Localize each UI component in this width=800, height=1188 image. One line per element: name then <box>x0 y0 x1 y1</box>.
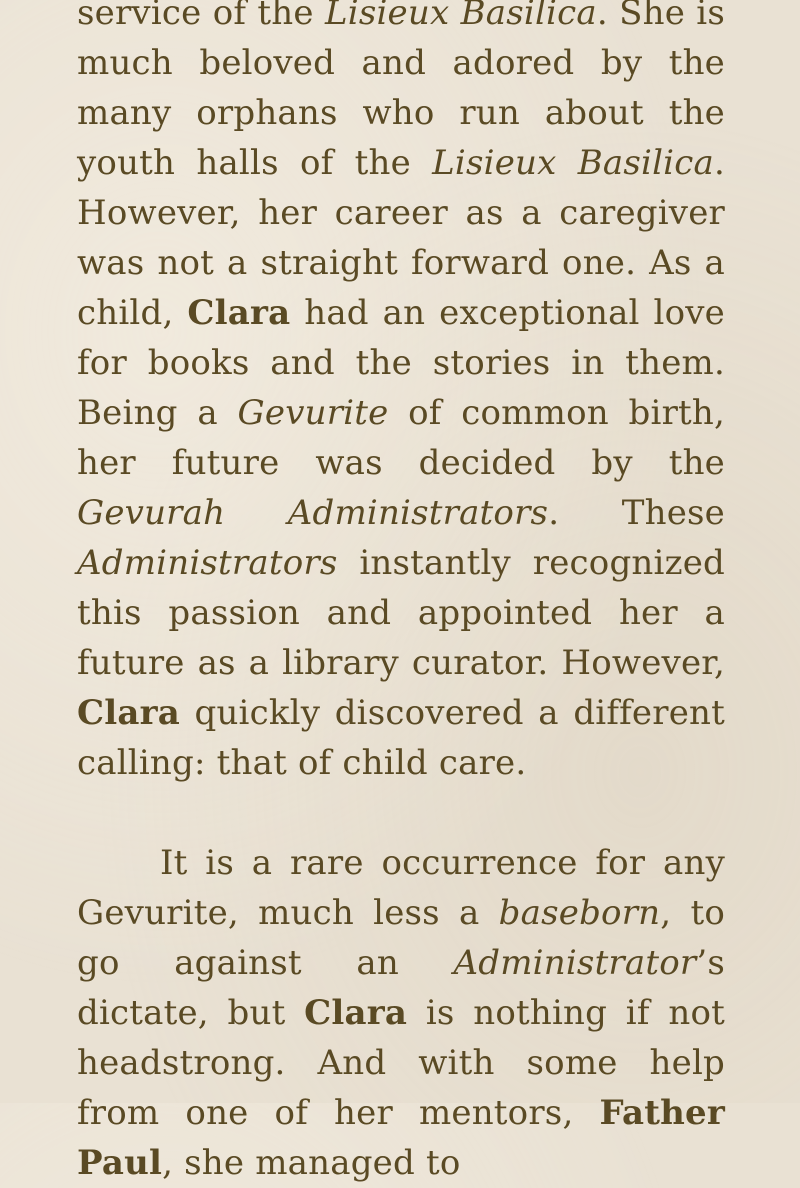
paragraph-2 <box>77 838 725 1188</box>
text-run: is nothing if not headstrong. And with some help from one of her mentors, <box>77 993 726 1133</box>
text-run: , she managed to <box>162 1143 461 1183</box>
place-name: Lisieux Basilica <box>432 143 714 183</box>
term: baseborn <box>498 893 661 933</box>
text-run: had an exceptional love for books and the stories in them. Being a <box>77 293 726 433</box>
text-run: service of the <box>77 0 325 33</box>
story-text <box>77 0 725 1188</box>
character-name: Clara <box>77 693 180 733</box>
term: Administrators <box>77 543 338 583</box>
text-run: . She is much beloved and adored by the many orphans who run about the youth halls of the <box>77 0 725 183</box>
term: Administrator <box>453 943 697 983</box>
character-name: Clara <box>304 993 408 1033</box>
text-run: of common birth, her future was decided by the <box>77 393 725 483</box>
text-run: , to go against an <box>77 893 725 983</box>
paragraph-1 <box>77 0 725 788</box>
text-run: . However, her career as a caregiver was not a straight forward one. As a child, <box>77 143 725 333</box>
text-run: quickly discovered a different calling: that of child care. <box>77 693 725 783</box>
character-name: Father Paul <box>77 1093 725 1183</box>
place-name: Lisieux Basilica <box>324 0 597 33</box>
term: Gevurite <box>237 393 389 433</box>
text-run: instantly recognized this passion and appointed her a future as a library curator. However, <box>77 543 725 683</box>
term: Gevurah Administrators <box>77 493 549 533</box>
text-run: ’s dictate, but <box>77 943 725 1033</box>
text-run: It is a rare occurrence for any Gevurite, much less a <box>77 843 725 933</box>
text-run: . These <box>548 493 725 533</box>
character-name: Clara <box>187 293 291 333</box>
